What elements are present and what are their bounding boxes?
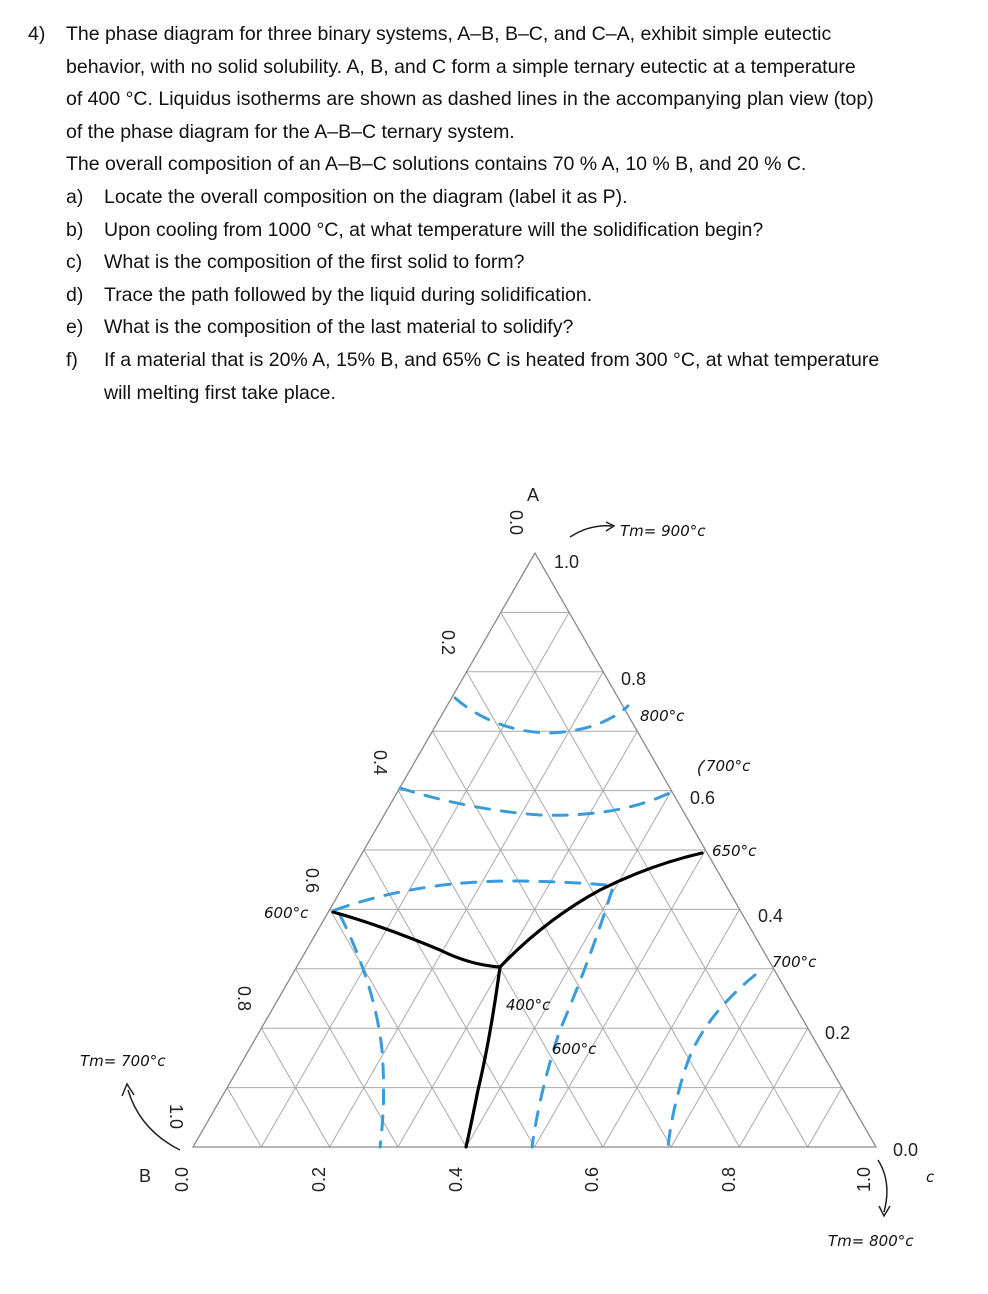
question-a: a) Locate the overall composition on the diagram (label it as P).	[66, 185, 628, 208]
question-f-cont: will melting first take place.	[104, 381, 336, 404]
grid-line-right	[535, 850, 706, 1147]
bottom-tick-5: 1.0	[854, 1166, 874, 1192]
problem-number: 4)	[28, 23, 46, 45]
bottom-tick-1: 0.2	[309, 1166, 329, 1192]
right-tick-5: 0.0	[893, 1140, 919, 1160]
tm-a-arrow-icon	[570, 526, 612, 537]
tm-c-note: Tm= 800°c	[828, 1232, 914, 1250]
bottom-tick-4: 0.8	[719, 1166, 739, 1192]
tm-a-note: Tm= 900°c	[620, 522, 706, 540]
right-tick-3: 0.4	[758, 906, 784, 926]
grid-line-right	[671, 969, 774, 1147]
isotherm-700-top-label: 700°c	[706, 757, 751, 775]
intro-line-4: of the phase diagram for the A–B–C ternary system.	[66, 120, 515, 143]
grid-line-right	[398, 731, 637, 1147]
isotherm-800	[455, 698, 628, 733]
right-tick-1: 0.8	[621, 669, 647, 689]
intro-line-1: 4) The phase diagram for three binary systems, A–B, B–C, and C–A, exhibit simple eutectic	[28, 18, 958, 51]
left-tick-0: 0.0	[506, 510, 526, 536]
left-tick-3: 0.6	[302, 868, 322, 894]
eutectic-label: 400°c	[506, 996, 551, 1014]
intro-line-2: behavior, with no solid solubility. A, B, and C form a simple ternary eutectic at a temperature	[66, 55, 856, 78]
right-tick-2: 0.6	[690, 788, 716, 808]
vertex-b-label: B	[139, 1166, 152, 1186]
problem-text	[28, 18, 958, 409]
bottom-tick-3: 0.6	[582, 1166, 602, 1192]
isotherm-800-label: 800°c	[640, 707, 685, 725]
grid-line-left	[501, 612, 808, 1147]
bottom-tick-0: 0.0	[172, 1166, 192, 1192]
isotherm-600-mid-label: 600°c	[552, 1040, 597, 1058]
bottom-tick-2: 0.4	[446, 1166, 466, 1192]
tm-b-note: Tm= 700°c	[80, 1052, 166, 1070]
isotherm-600-left	[340, 915, 384, 1147]
isotherm-700-right	[668, 975, 755, 1147]
left-tick-2: 0.4	[370, 750, 390, 776]
grid-line-right	[808, 1088, 842, 1147]
composition-line: The overall composition of an A–B–C solutions contains 70 % A, 10 % B, and 20 % C.	[66, 153, 807, 176]
question-b: b) Upon cooling from 1000 °C, at what temperature will the solidification begin?	[66, 218, 764, 241]
left-tick-4: 0.8	[234, 986, 254, 1012]
question-d: d) Trace the path followed by the liquid during solidification.	[66, 283, 593, 306]
tm-c-arrow-icon	[878, 1160, 887, 1212]
intro-line-3: of 400 °C. Liquidus isotherms are shown as dashed lines in the accompanying plan view (top)	[66, 88, 874, 111]
iso-700-pointer-icon	[699, 760, 705, 776]
isotherm-700-right-label: 700°c	[772, 953, 817, 971]
question-c: c) What is the composition of the first solid to form?	[66, 251, 525, 274]
isotherm-700-top	[400, 788, 676, 815]
question-f: f) If a material that is 20% A, 15% B, and 65% C is heated from 300 °C, at what temperature	[66, 348, 880, 371]
isotherm-650-label: 650°c	[712, 842, 757, 860]
left-tick-5: 1.0	[166, 1104, 186, 1130]
question-e: e) What is the composition of the last material to solidify?	[66, 316, 574, 339]
right-tick-0: 1.0	[554, 552, 580, 572]
vertex-a-label: A	[527, 485, 540, 505]
grid-line-left	[432, 731, 671, 1147]
vertex-c-label: c	[926, 1168, 935, 1186]
ternary-phase-diagram	[0, 440, 988, 1294]
grid-line-left	[227, 1088, 261, 1147]
left-tick-1: 0.2	[438, 630, 458, 656]
isotherm-600-left-label: 600°c	[264, 904, 309, 922]
right-tick-4: 0.2	[825, 1023, 851, 1043]
